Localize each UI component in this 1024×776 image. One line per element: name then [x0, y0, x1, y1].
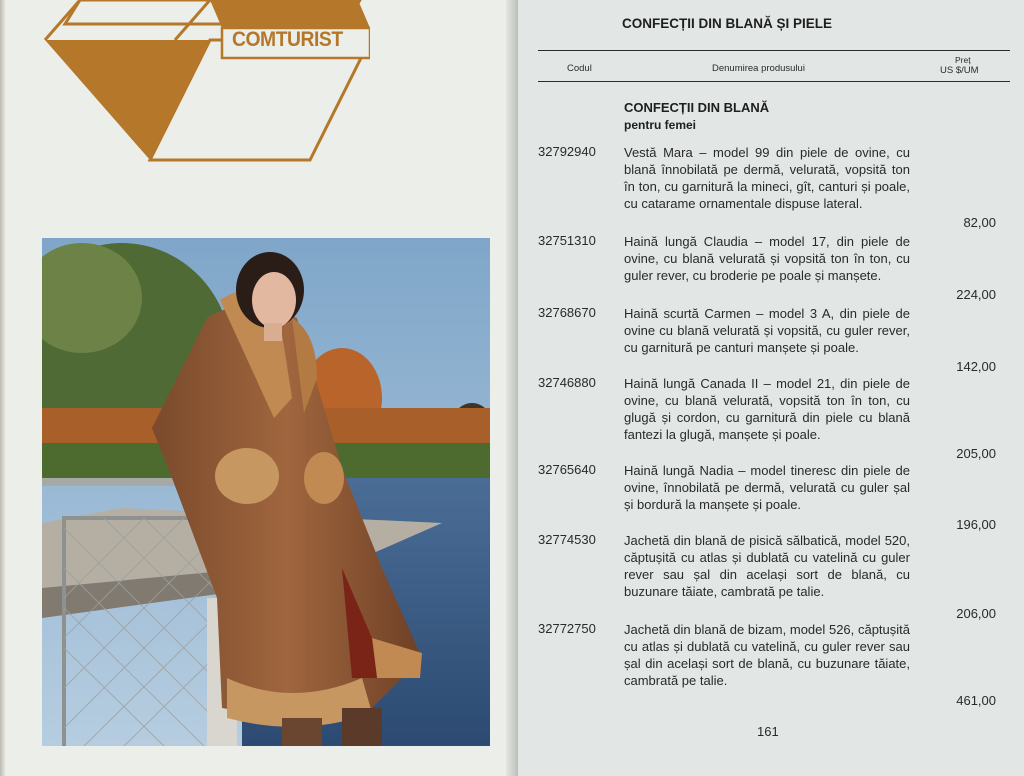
product-price: 142,00	[956, 359, 996, 374]
list-item	[538, 305, 1010, 374]
product-code: 32772750	[538, 621, 596, 636]
product-description: Jachetă din blană de bizam, model 526, căptușită cu atlas și dublată cu vatelină, cu guler rever sau șal din același sort de blană, cu buzunare tăiate, cambrată pe talie.	[624, 622, 910, 688]
product-description: Vestă Mara – model 99 din piele de ovine, cu blană înnobilată pe dermă, velurată, vopsită ton în ton, cu garnitură la mineci, gît, canturi și poale, cu catarame ornamentale dispuse lateral.	[624, 145, 910, 211]
header-rule-top	[538, 50, 1010, 51]
section-subtitle: pentru femei	[624, 118, 697, 132]
product-description: Jachetă din blană de pisică sălbatică, model 520, căptușită cu atlas și dublată cu vatelină cu guler rever sau șal din același sort de blană, cu buzunare tăiate, cambrată pe talie.	[624, 533, 910, 599]
page-edge	[0, 0, 6, 776]
list-item	[538, 462, 1010, 532]
product-description: Haină scurtă Carmen – model 3 A, din piele de ovine cu blană velurată și vopsită, cu guler rever, cu garnitură pe canturi manșete și poale.	[624, 306, 910, 355]
catalog-photo	[42, 238, 490, 746]
column-header-price-unit: US $/UM	[940, 65, 979, 76]
logo-cube-icon	[40, 0, 370, 166]
product-code: 32768670	[538, 305, 596, 320]
list-item	[538, 532, 1010, 621]
product-description: Haină lungă Canada II – model 21, din piele de ovine, cu blană velurată, vopsită ton în ton, cu glugă și cordon, cu garnitură din piele cu blană fantezi la glugă, manșete și poale.	[624, 376, 910, 442]
list-item	[538, 375, 1010, 461]
list-item	[538, 144, 1010, 230]
product-code: 32765640	[538, 462, 596, 477]
product-price: 224,00	[956, 287, 996, 302]
column-header-name: Denumirea produsului	[712, 63, 805, 74]
page-number: 161	[757, 724, 779, 739]
section-title: CONFECȚII DIN BLANĂ	[624, 100, 770, 115]
logo-text: COMTURIST	[232, 28, 343, 51]
product-description: Haină lungă Nadia – model tineresc din piele de ovine, înnobilată pe dermă, velurată cu guler șal și bordură la manșete și poale.	[624, 463, 910, 512]
product-price: 206,00	[956, 606, 996, 621]
list-item	[538, 621, 1010, 708]
column-header-price: Preț	[955, 55, 971, 65]
product-description: Haină lungă Claudia – model 17, din piele de ovine, cu blană velurată și vopsită ton în ton, cu guler rever, cu broderie pe poale și manșete.	[624, 234, 910, 283]
header-rule-bottom	[538, 81, 1010, 82]
column-header-code: Codul	[567, 63, 592, 74]
model-in-coat-photo	[42, 238, 490, 746]
product-price: 82,00	[963, 215, 996, 230]
list-item	[538, 233, 1010, 302]
product-price: 461,00	[956, 693, 996, 708]
product-price: 196,00	[956, 517, 996, 532]
product-code: 32751310	[538, 233, 596, 248]
product-code: 32746880	[538, 375, 596, 390]
product-code: 32792940	[538, 144, 596, 159]
product-code: 32774530	[538, 532, 596, 547]
product-price: 205,00	[956, 446, 996, 461]
page-title: CONFECȚII DIN BLANĂ ȘI PIELE	[622, 16, 833, 31]
